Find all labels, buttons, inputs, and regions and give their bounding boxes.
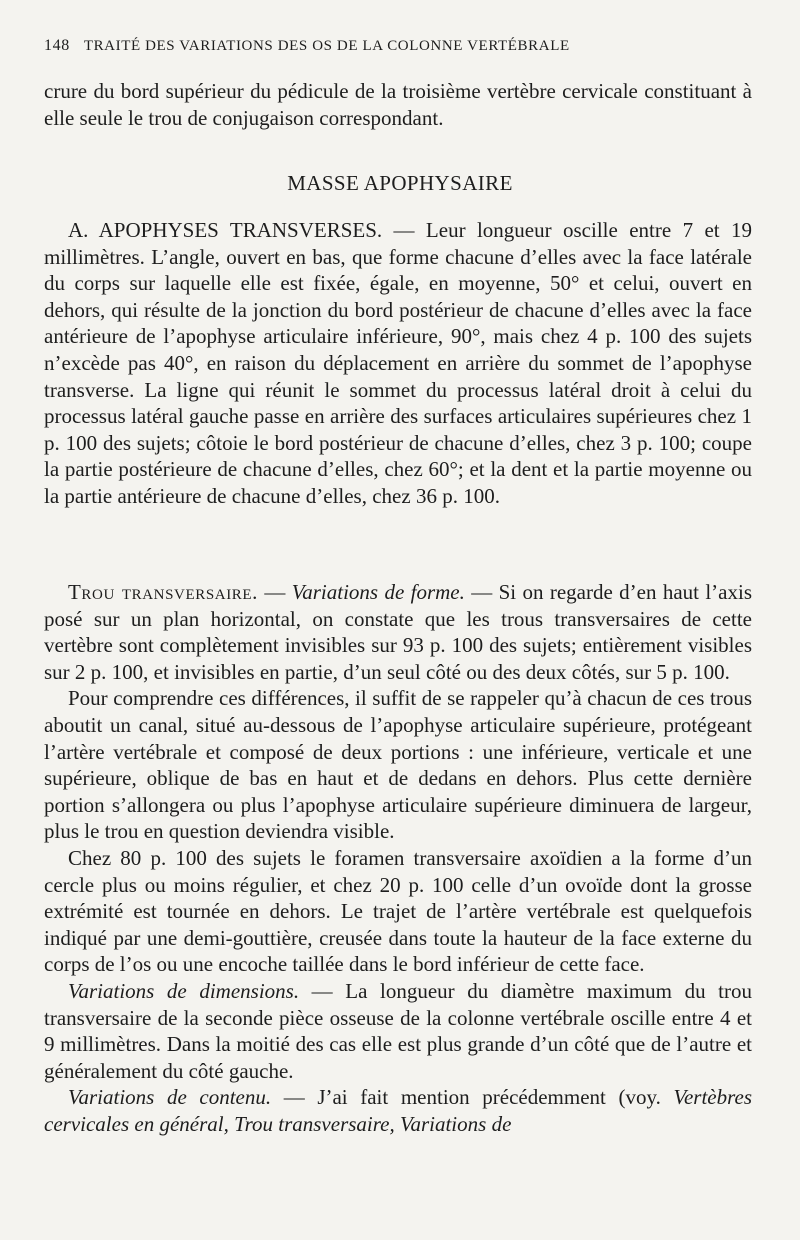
apophyses-body: Leur longueur oscille entre 7 et 19 millimètres. L’angle, ouvert en bas, que forme chacune d’elles avec la face latérale du corps sur laquelle elle est fixée, égale, en moyenne, 50° et celui, ouvert en dehors, qui résulte de la jonction du bord postérieur de chacune d’elles avec la face antérieure de l’apophyse articulaire inférieure, 90°, mais chez 4 p. 100 des sujets n’excède pas 40°, en raison du déplacement en arrière du sommet de l’apophyse transverse. La ligne qui réunit le sommet du processus latéral droit à celui du processus latéral gauche passe en arrière des surfaces articulaires supérieures chez 1 p. 100 des sujets; côtoie le bord postérieur de chacune d’elles, chez 3 p. 100; coupe la partie postérieure de chacune d’elles, chez 60°; et la dent et la partie moyenne ou la partie antérieure de chacune d’elles, chez 36 p. 100. [44, 218, 753, 508]
dimensions-label: Variations de dimensions. [68, 978, 300, 1003]
section-title: MASSE APOPHYSAIRE [287, 171, 513, 195]
trou-paragraph-2: Pour comprendre ces différences, il suffit de se rappeler qu’à chacun de ces trous aboutit un canal, situé au-dessous de l’apophyse articulaire supérieure, protégeant l’artère vertébrale et composé de deux portions : une inférieure, verticale et une supérieure, oblique de bas en haut et de dedans en dehors. Plus cette dernière portion s’allongera ou plus l’apophyse articulaire supérieure diminuera de largeur, plus le trou en question deviendra visible. [44, 686, 752, 844]
apophyses-label: A. APOPHYSES TRANSVERSES. — [68, 218, 415, 242]
apophyses-paragraph [44, 217, 752, 510]
trou-dash: — [258, 580, 292, 604]
trou-p5-text: — J’ai fait mention précédemment (voy. [271, 1085, 661, 1110]
running-title: TRAITÉ DES VARIATIONS DES OS DE LA COLONNE VERTÉBRALE [83, 38, 570, 54]
trou-paragraph-1 [44, 579, 752, 685]
trou-p5-italic: Vertèbres cervicales en général, Trou transversaire, Variations de [44, 1085, 752, 1136]
trou-section [44, 579, 752, 1137]
contenu-label: Variations de contenu. [68, 1085, 272, 1110]
intro-text: crure du bord supérieur du pédicule de la troisième vertèbre cervicale constituant à elle seule le trou de conjugaison correspondant. [44, 79, 752, 130]
trou-paragraph-3: Chez 80 p. 100 des sujets le foramen transversaire axoïdien a la forme d’un cercle plus ou moins régulier, et chez 20 p. 100 celle d’un ovoïde dont la grosse extrémité est tournée en dehors. Le trajet de l’artère vertébrale est quelquefois indiqué par une demi-gouttière, creusée dans toute la hauteur de la face externe du corps de l’os ou une encoche taillée dans le bord inférieur de cette face. [44, 845, 752, 977]
trou-label: Trou transversaire. [68, 580, 259, 604]
intro-paragraph [44, 78, 752, 131]
page-number: 148 [44, 37, 70, 54]
trou-p1-text: — Si on regarde d’en haut l’axis posé sur un plan horizontal, on constate que les trous transversaires de cette vertèbre sont complètement invisibles sur 93 p. 100 des sujets; entièrement visibles sur 2 p. 100, et invisibles en partie, d’un seul côté ou des deux côtés, sur 5 p. 100. [44, 580, 752, 684]
forme-label: Variations de forme. [291, 580, 465, 604]
trou-paragraph-4 [44, 978, 752, 1084]
trou-p4-text: — La longueur du diamètre maximum du trou transversaire de la seconde pièce osseuse de la colonne vertébrale oscille entre 4 et 9 millimètres. Dans la moitié des cas elle est plus grande d’un côté que de l’autre et généralement du côté gauche. [44, 978, 752, 1083]
apophyses-text [44, 217, 752, 510]
running-header [44, 37, 764, 55]
trou-paragraph-5 [44, 1084, 752, 1137]
